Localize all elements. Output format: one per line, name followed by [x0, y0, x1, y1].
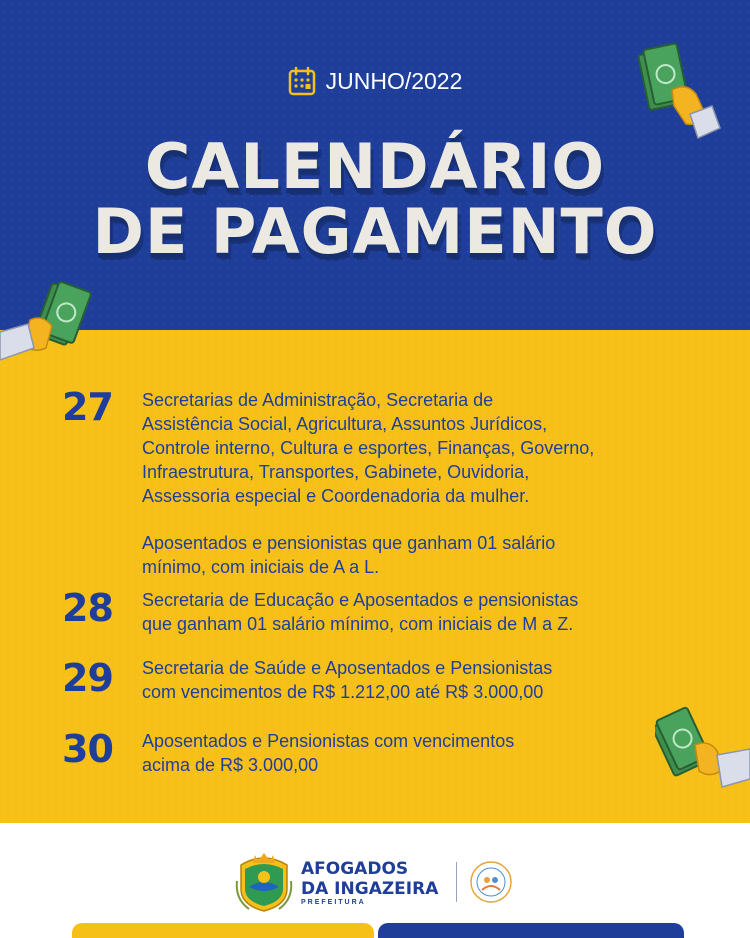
brand-divider	[456, 862, 457, 902]
crest-logo	[235, 851, 293, 913]
title-line-2: DE PAGAMENTO	[92, 195, 658, 268]
day-27-line: Assessoria especial e Coordenadoria da mulher.	[142, 486, 530, 506]
day-28-description	[142, 588, 722, 636]
footer-section	[0, 823, 750, 938]
day-27-line: Infraestrutura, Transportes, Gabinete, Ouvidoria,	[142, 462, 530, 482]
day-28-line: Secretaria de Educação e Aposentados e pensionistas	[142, 590, 579, 610]
day-28-line: que ganham 01 salário mínimo, com iniciais de M a Z.	[142, 614, 574, 634]
day-29-line: Secretaria de Saúde e Aposentados e Pensionistas	[142, 658, 553, 678]
title-line-1: CALENDÁRIO	[144, 130, 606, 203]
brand-name-line1: AFOGADOS	[301, 858, 409, 879]
day-28-number: 28	[62, 586, 113, 630]
calendar-icon	[288, 66, 316, 96]
day-27-extra-line: mínimo, com iniciais de A a L.	[142, 557, 380, 577]
brand-subtitle: PREFEITURA	[301, 898, 366, 906]
day-29-line: com vencimentos de R$ 1.212,00 até R$ 3.000,00	[142, 682, 544, 702]
unicef-seal-logo	[469, 860, 513, 904]
header-section	[0, 0, 750, 330]
month-label: JUNHO/2022	[325, 67, 463, 94]
day-27-line: Controle interno, Cultura e esportes, Finanças, Governo,	[142, 438, 595, 458]
day-29-number: 29	[62, 656, 113, 700]
day-29-description	[142, 656, 722, 704]
footer-bar-blue	[378, 923, 684, 938]
day-27-description	[142, 388, 722, 579]
brand-text	[301, 859, 438, 906]
brand-name-line2: DA INGAZEIRA	[301, 878, 439, 899]
day-30-description	[142, 729, 722, 777]
day-30-line: Aposentados e Pensionistas com vencimentos	[142, 731, 515, 751]
schedule-section	[0, 330, 750, 823]
day-30-line: acima de R$ 3.000,00	[142, 755, 319, 775]
footer-bar-yellow	[72, 923, 374, 938]
day-27-line: Secretarias de Administração, Secretaria de	[142, 390, 494, 410]
day-27-extra-line: Aposentados e pensionistas que ganham 01 salário	[142, 533, 556, 553]
day-30-number: 30	[62, 727, 113, 771]
money-hand-icon	[0, 280, 95, 375]
money-hand-icon	[636, 40, 726, 150]
day-27-line: Assistência Social, Agricultura, Assuntos Jurídicos,	[142, 414, 548, 434]
day-27-number: 27	[62, 385, 113, 429]
brand-logo-group	[235, 847, 513, 917]
